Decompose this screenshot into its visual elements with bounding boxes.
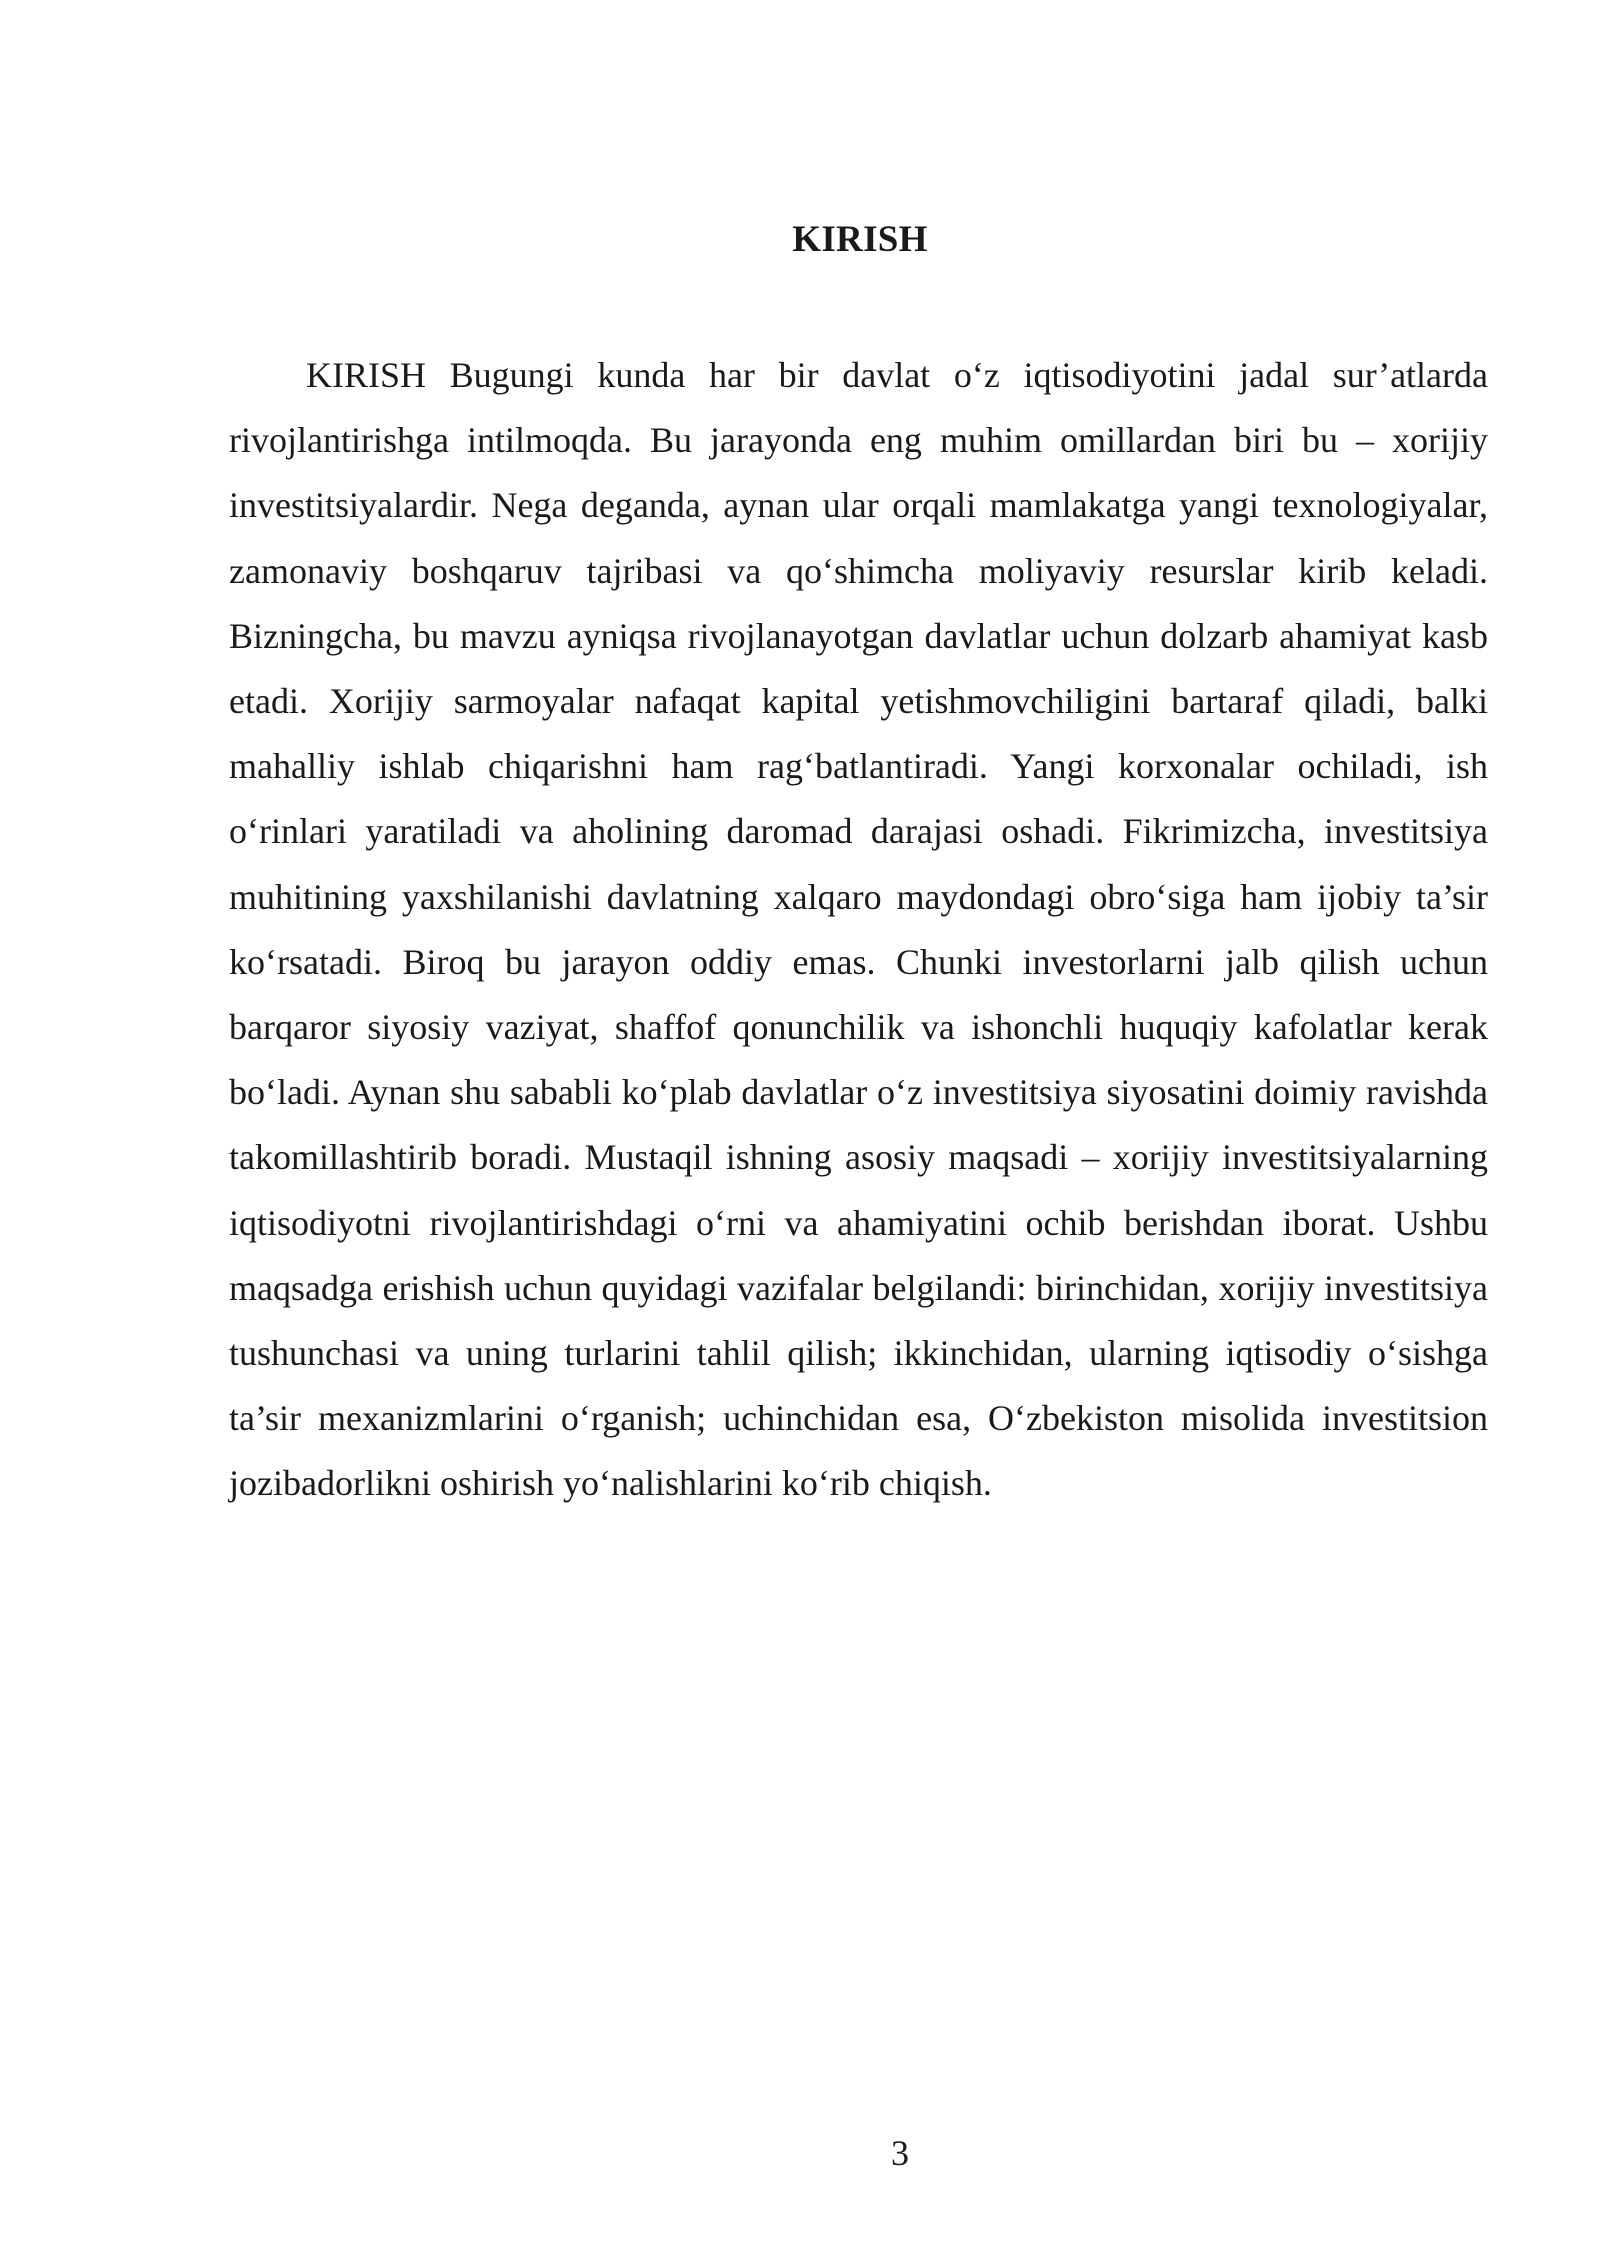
page-number: 3 xyxy=(891,2133,909,2173)
page-title: KIRISH xyxy=(792,219,928,260)
body-paragraph: KIRISH Bugungi kunda har bir davlat o‘z iqtisodiyotini jadal sur’atlarda rivojlantirishga intilmoqda. Bu jarayonda eng muhim omillardan biri bu – xorijiy investitsiyalardir. Nega deganda, aynan ular orqali mamlakatga yangi texnologiyalar, zamonaviy boshqaruv tajribasi va qo‘shimcha moliyaviy resurslar kirib keladi. Bizningcha, bu mavzu ayniqsa rivojlanayotgan davlatlar uchun dolzarb ahamiyat kasb etadi. Xorijiy sarmoyalar nafaqat kapital yetishmovchiligini bartaraf qiladi, balki mahalliy ishlab chiqarishni ham rag‘batlantiradi. Yangi korxonalar ochiladi, ish o‘rinlari yaratiladi va aholining daromad darajasi oshadi. Fikrimizcha, investitsiya muhitining yaxshilanishi davlatning xalqaro maydondagi obro‘siga ham ijobiy ta’sir ko‘rsatadi. Biroq bu jarayon oddiy emas. Chunki investorlarni jalb qilish uchun barqaror siyosiy vaziyat, shaffof qonunchilik va ishonchli huquqiy kafolatlar kerak bo‘ladi. Aynan shu sababli ko‘plab davlatlar o‘z investitsiya siyosatini doimiy ravishda takomillashtirib boradi. Mustaqil ishning asosiy maqsadi – xorijiy investitsiyalarning iqtisodiyotni rivojlantirishdagi o‘rni va ahamiyatini ochib berishdan iborat. Ushbu maqsadga erishish uchun quyidagi vazifalar belgilandi: birinchidan, xorijiy investitsiya tushunchasi va uning turlarini tahlil qilish; ikkinchidan, ularning iqtisodiy o‘sishga ta’sir mexanizmlarini o‘rganish; uchinchidan esa, O‘zbekiston misolida investitsion jozibadorlikni oshirish yo‘nalishlarini ko‘rib chiqish. xyxy=(229,355,1488,1504)
